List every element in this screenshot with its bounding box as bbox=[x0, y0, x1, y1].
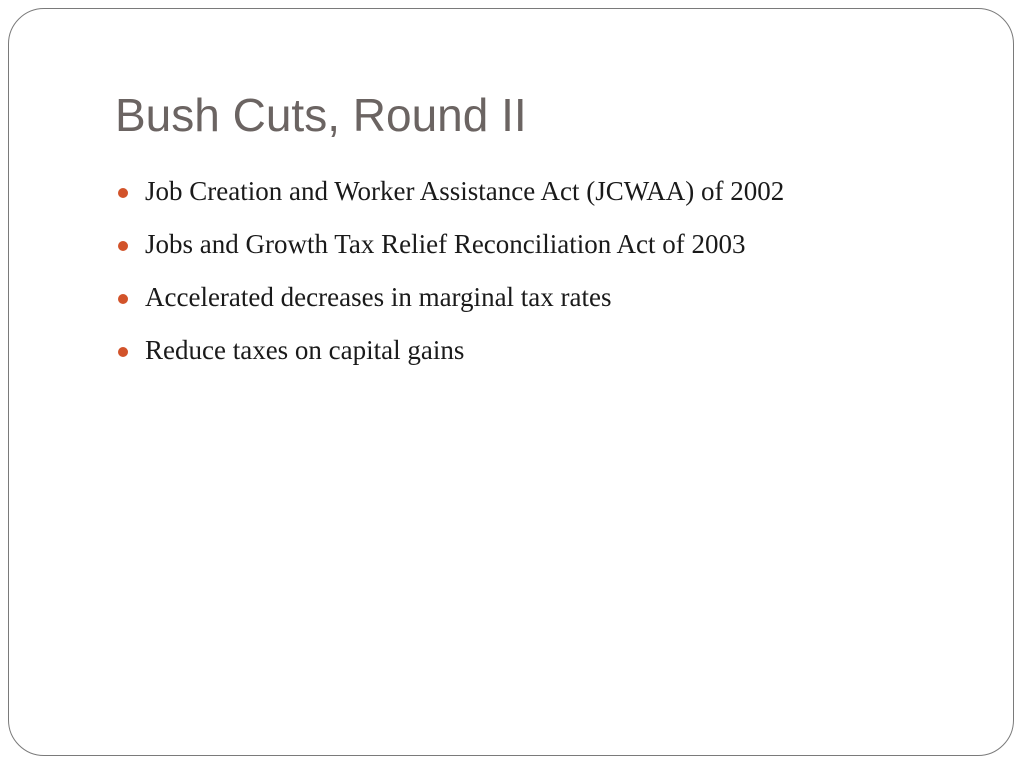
bullet-text: Reduce taxes on capital gains bbox=[145, 335, 465, 365]
bullet-dot-icon bbox=[118, 347, 128, 357]
list-item bbox=[115, 328, 784, 381]
bullet-text: Jobs and Growth Tax Relief Reconciliation Act of 2003 bbox=[145, 229, 746, 259]
bullet-dot-icon bbox=[118, 294, 128, 304]
list-item bbox=[115, 169, 784, 222]
slide-title: Bush Cuts, Round II bbox=[115, 89, 527, 141]
bullet-dot-icon bbox=[118, 241, 128, 251]
bullet-text: Job Creation and Worker Assistance Act (JCWAA) of 2002 bbox=[145, 176, 785, 206]
bullet-list bbox=[115, 169, 784, 381]
bullet-dot-icon bbox=[118, 188, 128, 198]
bullet-text: Accelerated decreases in marginal tax rates bbox=[145, 282, 612, 312]
list-item bbox=[115, 222, 784, 275]
slide-frame bbox=[8, 8, 1014, 756]
list-item bbox=[115, 275, 784, 328]
